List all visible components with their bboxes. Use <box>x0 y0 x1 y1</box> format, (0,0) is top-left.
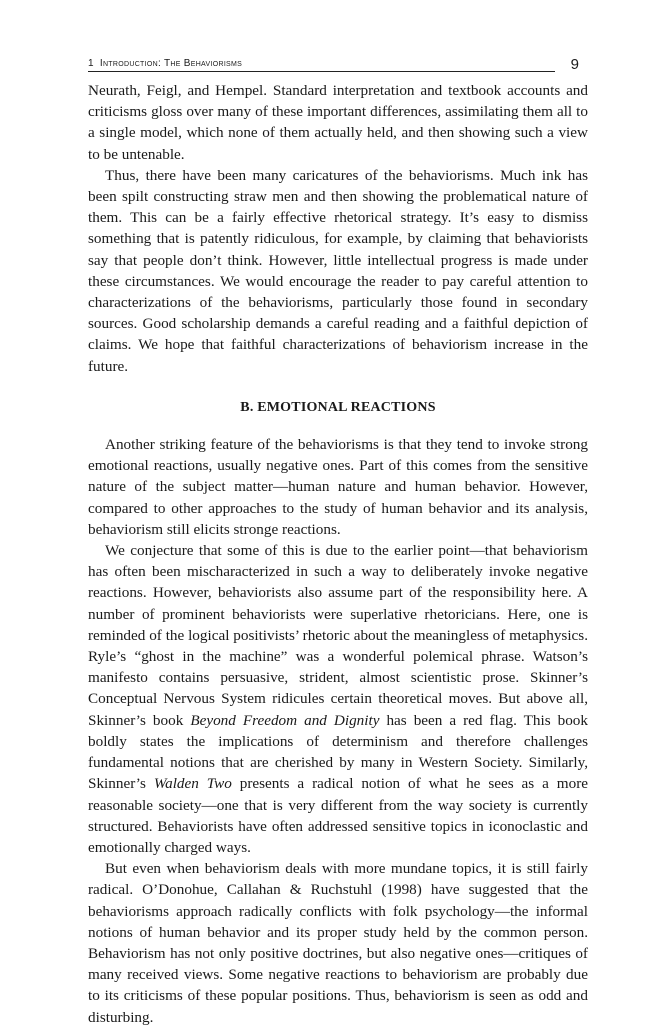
text-run: We conjecture that some of this is due to the earlier point—that behaviorism has often been mischaracterized in such a way to deliberately invoke negative reactions. However, behaviorists also assume part of the responsibility here. A number of prominent behaviorists were superlative rhetoricians. Here, one is reminded of the logical positivists’ rhetoric about the meaningless of metaphysics. Ryle’s “ghost in the machine” was a wonderful polemical phrase. Watson’s manifesto contains persuasive, strident, almost scientistic prose. Skinner’s Conceptual Nervous System ridicules certain theoretical moves. But above all, Skinner’s book <box>88 542 588 729</box>
chapter-number: 1 <box>88 58 94 69</box>
paragraph: But even when behaviorism deals with more mundane topics, it is still fairly radical. O’Donohue, Callahan & Ruchstuhl (1998) have suggested that the behaviorisms approach radically conflicts with folk psychology—the informal notions of human behavior and its proper study held by the common person. Behaviorism has not only positive doctrines, but also negative ones—critiques of many received views. Some negative reactions to behaviorism are probably due to its criticisms of these popular positions. Thus, behaviorism is seen as odd and disturbing. <box>88 860 588 1026</box>
text-run: presents a radical notion of what he sees as a more reasonable society—one that is very different from the way society is currently structured. Behaviorists have often addressed sensitive topics in iconoclastic and emotionally charged ways. <box>88 775 588 856</box>
running-head <box>88 55 579 73</box>
section-heading: B. EMOTIONAL REACTIONS <box>240 399 436 415</box>
paragraph: Thus, there have been many caricatures of the behaviorisms. Much ink has been spilt constructing straw men and then showing the problematical nature of them. This can be a fairly effective rhetorical strategy. It’s easy to dismiss something that is patently ridiculous, for example, by claiming that behaviorists say that people don’t think. However, little intellectual progress is made under these circumstances. We would encourage the reader to pay careful attention to characterizations of the behaviorisms, particularly those found in secondary sources. Good scholarship demands a careful reading and a faithful depiction of claims. We hope that faithful characterizations of behaviorism increase in the future. <box>88 166 588 375</box>
book-title: Beyond Freedom and Dignity <box>190 711 380 729</box>
page-number: 9 <box>570 56 579 73</box>
chapter-title: Introduction: The Behaviorisms <box>99 58 243 69</box>
book-title: Walden Two <box>153 775 232 793</box>
body-text <box>88 80 588 1028</box>
text-run: has been a red flag. This book boldly states the implications of determinism and therefore challenges fundamental notions that are cherished by many in Western Society. Similarly, Skinner’s <box>88 711 588 793</box>
chapter-header <box>88 58 242 69</box>
paragraph: Another striking feature of the behaviorisms is that they tend to invoke strong emotional reactions, usually negative ones. Part of this comes from the sensitive nature of the subject matter—human nature and human behavior. However, compared to other approaches to the study of human behavior and its analysis, behaviorism still elicits stronge reactions. <box>88 436 588 538</box>
paragraph <box>88 540 588 858</box>
paragraph: Neurath, Feigl, and Hempel. Standard interpretation and textbook accounts and criticisms gloss over many of these important differences, assimilating them all to a single model, which none of them actually held, and then showing such a view to be untenable. <box>88 82 588 163</box>
